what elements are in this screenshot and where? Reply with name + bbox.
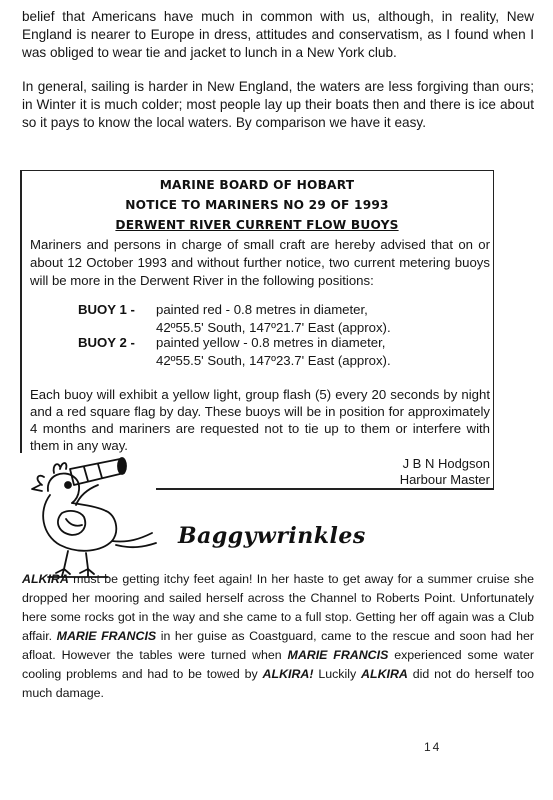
section-title-baggywrinkles: Baggywrinkles <box>178 523 366 549</box>
intro-paragraph-1: belief that Americans have much in common with us, although, in reality, New England is nearer to Europe in dress, attitudes and conservatism, as I found when I was obliged to wear tie and jacket to lunch in a New York club. <box>22 9 534 60</box>
story-text: did not do herself too much damage. <box>22 667 535 700</box>
boat-name: ALKIRA <box>361 667 408 681</box>
story-text: Luckily <box>313 667 362 681</box>
buoy-1-description: painted red - 0.8 metres in diameter, <box>156 302 368 317</box>
boat-name: ALKIRA! <box>262 667 314 681</box>
buoy-1-position: 42º55.5' South, 147º21.7' East (approx). <box>156 320 391 335</box>
notice-heading-number: NOTICE TO MARINERS NO 29 OF 1993 <box>125 198 389 212</box>
signature-title: Harbour Master <box>399 472 490 487</box>
boat-name: ALKIRA <box>22 572 69 586</box>
notice-heading-subject: DERWENT RIVER CURRENT FLOW BUOYS <box>115 218 399 232</box>
story-text: in her guise as Coastguard, came to the rescue and soon had her afloat. However the tables were turned when <box>22 629 535 662</box>
signature-name: J B N Hodgson <box>402 456 490 471</box>
story-text: must be getting itchy feet again! In her haste to get away for a summer cruise she dropped her mooring and sailed herself across the Channel to Roberts Point. Unfortunately here some rocks got in the way and she came to a full stop. Getting her off again was a Club affair. <box>22 572 534 643</box>
notice-bottom-border <box>156 488 494 490</box>
story-text: experienced some water cooling problems and had to be towed by <box>22 648 534 681</box>
baggywrinkles-paragraph <box>22 570 534 703</box>
buoy-2-label: BUOY 2 - <box>78 335 135 350</box>
buoy-1-label: BUOY 1 - <box>78 302 135 317</box>
intro-paragraph-2: In general, sailing is harder in New England, the waters are less forgiving than ours; in Winter it is much colder; most people lay up their boats then and there is ice about so it pays to know the local waters. By comparison we have it easy. <box>22 79 534 130</box>
notice-left-border <box>20 170 22 453</box>
notice-body-details: Each buoy will exhibit a yellow light, group flash (5) every 20 seconds by night and a red square flag by day. These buoys will be in position for approximately 4 months and mariners are requested not to tie up to them or interfere with them in any way. <box>30 387 490 453</box>
notice-heading-board: MARINE BOARD OF HOBART <box>159 178 355 192</box>
boat-name: MARIE FRANCIS <box>56 629 157 643</box>
buoy-2-position: 42º55.5' South, 147º23.7' East (approx). <box>156 353 391 368</box>
page-number: 14 <box>424 740 442 754</box>
buoy-2-description: painted yellow - 0.8 metres in diameter, <box>156 335 386 350</box>
notice-body-intro: Mariners and persons in charge of small craft are hereby advised that on or about 12 October 1993 and without further notice, two current metering buoys will be more in the Derwent River in the following positions: <box>30 237 490 288</box>
bird-with-telescope-illustration <box>28 455 163 580</box>
boat-name: MARIE FRANCIS <box>287 648 389 662</box>
